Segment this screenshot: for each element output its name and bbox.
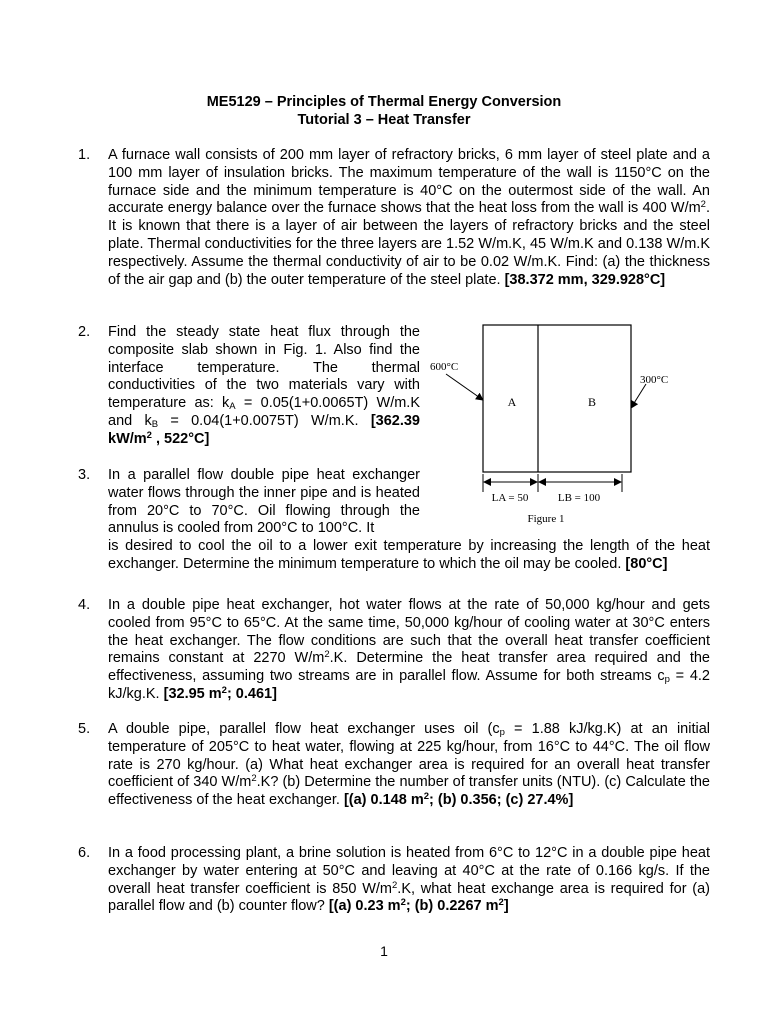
question-number: 1. xyxy=(78,147,91,163)
doc-title-line2: Tutorial 3 – Heat Transfer xyxy=(297,112,471,128)
question-4 xyxy=(78,597,710,704)
left-temp-arrow xyxy=(446,374,483,400)
question-1 xyxy=(78,147,710,289)
question-text-rest: is desired to cool the oil to a lower exit temperature by increasing the length of the heat exchanger. Determine the minimum temperature to which the oil may be cooled. [80°C] xyxy=(108,538,710,572)
answer: [38.372 mm, 329.928°C] xyxy=(504,271,666,288)
material-a-label: A xyxy=(507,395,517,409)
answer: [362.39 $kW/m^2$ , 522°C] xyxy=(108,412,420,447)
question-2 xyxy=(78,324,420,449)
figure-composite-slab xyxy=(426,322,686,532)
question-text: In a double pipe heat exchanger, hot water flows at the rate of 50,000 kg/hour and gets cooled from 95°C to 65°C. At the same time, 50,000 kg/hour of cooling water at 30°C enters the heat exchanger. The flow conditions are such that the overall heat transfer coefficient remains constant at 2270 $W/m^2.K$. Determine the heat transfer area required and the effectiveness, assuming two streams are in parallel flow. Assume for both streams $c_p = 4.2$ kJ/kg.K. [32.95 $m^2$; 0.461] xyxy=(108,597,710,702)
dim-b-label: LB = 100 xyxy=(557,492,601,504)
question-5 xyxy=(78,721,710,810)
question-text: Find the steady state heat flux through the composite slab shown in Fig. 1. Also find the interface temperature. The thermal conductivities of the two materials vary with temperature as: $k_A = 0.05(1+0.0065T)$ W/m.K and $k_B = 0.04(1+0.0075T)$ W/m.K. [362.39 $kW/m^2$ , 522°C] xyxy=(108,324,420,447)
question-number: 5. xyxy=(78,721,91,737)
answer: [80°C] xyxy=(625,555,668,572)
question-6 xyxy=(78,845,710,916)
right-temp-label: 300°C xyxy=(640,374,669,386)
question-number: 3. xyxy=(78,467,91,483)
question-text: In a food processing plant, a brine solution is heated from 6°C to 12°C in a double pipe heat exchanger by water entering at 50°C and leaving at 40°C at the rate of 0.166 kg/s. If the overall heat transfer coefficient is 850 $W/m^2.K$, what heat exchange area is required for (a) parallel flow and (b) counter flow? [(a) 0.23 $m^2$; (b) 0.2267 $m^2$] xyxy=(108,845,710,915)
material-b-label: B xyxy=(587,395,597,409)
question-text: A furnace wall consists of 200 mm layer of refractory bricks, 6 mm layer of steel plate and a 100 mm layer of insulation bricks. The maximum temperature of the wall is 1150°C on the furnace side and the minimum temperature is 40°C on the outermost side of the wall. An accurate energy balance over the furnace shows that the heat loss from the wall is 400 $W/m^2$. It is known that there is a layer of air between the layers of refractory bricks and the steel plate. Thermal conductivities for the three layers are 1.52 W/m.K, 45 W/m.K and 0.138 W/m.K respectively. Assume the thermal conductivity of air to be 0.02 W/m.K. Find: (a) the thickness of the air gap and (b) the outer temperature of the steel plate. [38.372 mm, 329.928°C] xyxy=(108,147,710,288)
question-number: 6. xyxy=(78,845,91,861)
left-temp-label: 600°C xyxy=(430,361,459,373)
question-text: A double pipe, parallel flow heat exchanger uses oil ($c_p = 1.88$ kJ/kg.K) at an initial temperature of 205°C to heat water, flowing at 225 kg/hour, from 16°C to 44°C. The oil flow rate is 270 kg/hour. (a) What heat exchanger area is required for an overall heat transfer coefficient of 340 $W/m^2.K$? (b) Determine the number of transfer units (NTU). (c) Calculate the effectiveness of the heat exchanger. [(a) 0.148 $m^2$; (b) 0.356; (c) 27.4%] xyxy=(108,721,711,809)
question-number: 2. xyxy=(78,324,91,340)
dim-a-label: LA = 50 xyxy=(491,492,529,504)
figure-caption: Figure 1 xyxy=(527,513,565,525)
slab-outline xyxy=(483,325,631,472)
answer: [32.95 $m^2$; 0.461] xyxy=(163,684,277,702)
answer: [(a) 0.148 $m^2$; (b) 0.356; (c) 27.4%] xyxy=(343,791,574,809)
doc-title-line1: ME5129 – Principles of Thermal Energy Conversion xyxy=(206,94,562,110)
question-number: 4. xyxy=(78,597,91,613)
question-text-top: In a parallel flow double pipe heat exchanger water flows through the inner pipe and is heated from 20°C to 70°C. Oil flowing through the annulus is cooled from 200°C to 100°C. It xyxy=(108,467,420,537)
page-number: 1 xyxy=(380,943,388,959)
answer: [(a) 0.23 $m^2$; (b) 0.2267 $m^2$] xyxy=(328,897,509,915)
right-temp-arrow xyxy=(631,384,646,408)
